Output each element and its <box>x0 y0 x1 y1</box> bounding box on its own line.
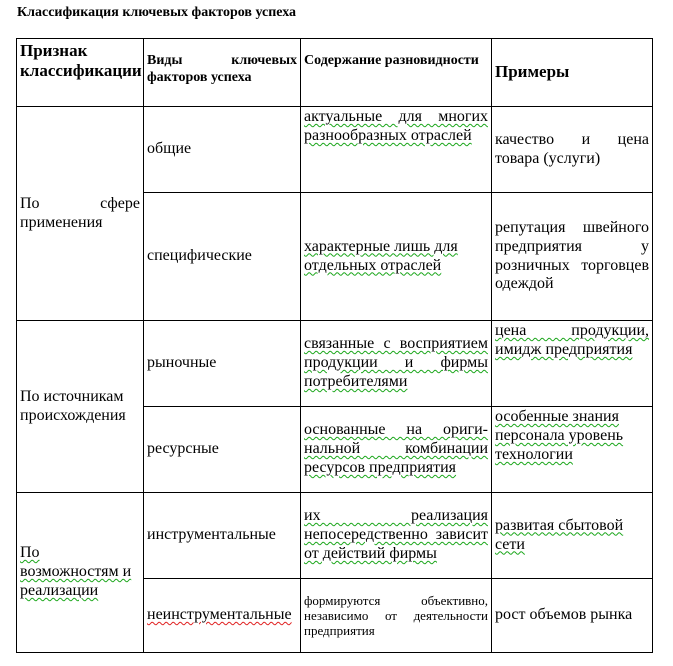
example-cell <box>492 321 653 407</box>
content-cell <box>301 193 492 321</box>
header-classification-attribute: Признак классификации <box>17 39 144 107</box>
table-row <box>17 321 653 407</box>
content-text: актуальные для многих разнообразных отраслей <box>304 108 488 144</box>
example-text: цена продукции, имидж предприятия <box>495 322 649 358</box>
category-cell: По сфере применения <box>17 107 144 321</box>
header-kinds: Виды ключевых факторов успеха <box>144 39 301 107</box>
content-cell <box>301 493 492 579</box>
content-cell: формируются объективно, независимо от деятельности предприятия <box>301 579 492 653</box>
example-text: особенные знания персонала уровень технологии <box>495 408 624 463</box>
header-examples: Примеры <box>492 39 653 107</box>
example-cell: рост объемов рынка <box>492 579 653 653</box>
category-text: По возможностям и реализации <box>20 544 132 599</box>
category-cell: По источникам происхождения <box>17 321 144 493</box>
kind-cell <box>144 579 301 653</box>
content-cell <box>301 407 492 493</box>
table-row <box>17 493 653 579</box>
content-text: основанные на ориги-нальной комбинации ресурсов предприятия <box>304 421 488 476</box>
content-text: характерные лишь для отдельных отраслей <box>304 237 458 274</box>
category-cell <box>17 493 144 653</box>
content-text: связанные с восприятием продукции и фирмы потребителями <box>304 335 488 390</box>
kind-cell: ресурсные <box>144 407 301 493</box>
table-header-row <box>17 39 653 107</box>
example-cell <box>492 493 653 579</box>
example-text: развитая сбытовой сети <box>495 516 624 553</box>
kind-text: неинструментальные <box>147 606 292 624</box>
content-cell <box>301 107 492 193</box>
kind-cell: общие <box>144 107 301 193</box>
example-cell: репутация швейного предприятия у розничных торговцев одеждой <box>492 193 653 321</box>
kind-cell: инструментальные <box>144 493 301 579</box>
kind-cell: специфические <box>144 193 301 321</box>
header-content: Содержание разновидности <box>301 39 492 107</box>
content-text: их реализация непосередственно зависит от действий фирмы <box>304 507 488 562</box>
table-row <box>17 107 653 193</box>
classification-table <box>16 38 653 653</box>
content-cell <box>301 321 492 407</box>
document-title: Классификация ключевых факторов успеха <box>17 5 297 20</box>
kind-cell: рыночные <box>144 321 301 407</box>
example-cell <box>492 407 653 493</box>
example-cell: качество и цена товара (услуги) <box>492 107 653 193</box>
